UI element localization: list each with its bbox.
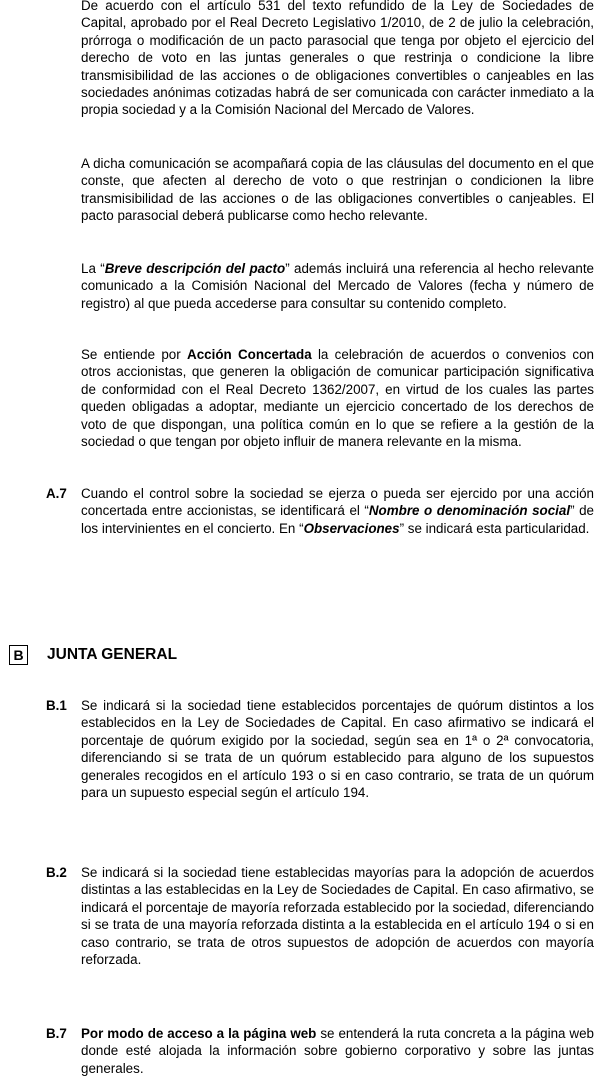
term-breve-descripcion: Breve descripción del pacto	[104, 261, 286, 276]
text-run: ” además incluirá una referencia al hecho relevante comunicado a la Comisión Nacional del Mercado de Valores (fecha y número de registro) al que pueda accederse para consultar su contenido completo.	[81, 261, 594, 311]
item-label-b1: B.1	[46, 698, 67, 713]
text-run: la celebración de acuerdos o convenios con otros accionistas, que generen la obligación de comunicar participación significativa de conformidad con el Real Decreto 1362/2007, en virtud de los cuales las partes queden obligadas a adoptar, mediante un ejercicio concertado de los derechos de voto de que dispongan, una política común en lo que se refiere a la gestión de la sociedad o que tengan por objeto influir de manera relevante en la misma.	[81, 347, 594, 450]
paragraph-pacto-parasocial: De acuerdo con el artículo 531 del texto refundido de la Ley de Sociedades de Capital, aprobado por el Real Decreto Legislativo 1/2010, de 2 de julio la celebración, prórroga o modificación de un pacto parasocial que tenga por objeto el ejercicio del derecho de voto en las juntas generales o que restrinja o condicione la libre transmisibilidad de las acciones o de obligaciones convertibles o canjeables en las sociedades anónimas cotizadas habrá de ser comunicada con carácter inmediato a la propia sociedad y a la Comisión Nacional del Mercado de Valores.	[81, 0, 594, 118]
paragraph-comunicacion: A dicha comunicación se acompañará copia de las cláusulas del documento en el que conste, que afecten al derecho de voto o que restrinjan o condicionen la libre transmisibilidad de las acciones o de las obligaciones convertibles o canjeables. El pacto parasocial deberá publicarse como hecho relevante.	[81, 156, 594, 224]
term-nombre-denominacion: Nombre o denominación social	[368, 503, 571, 519]
term-accion-concertada: Acción Concertada	[187, 347, 312, 362]
term-observaciones: Observaciones	[303, 520, 400, 536]
text-run: ” de los intervinientes en el concierto. En “	[81, 503, 594, 536]
section-letter-box: B	[9, 645, 28, 665]
item-label-a7: A.7	[46, 486, 67, 501]
text-run: La “	[81, 261, 105, 276]
paragraph-breve-descripcion	[81, 260, 594, 312]
item-text-b2: Se indicará si la sociedad tiene establecidas mayorías para la adopción de acuerdos distintas a las establecidas en la Ley de Sociedades de Capital. En caso afirmativo, se indicará el porcentaje de mayoría reforzada establecido por la sociedad, diferenciando si se trata de una mayoría reforzada distinta a la establecida en el artículo 194 o si en caso contrario, se trata de otros supuestos de adopción de acuerdos con mayoría reforzada.	[81, 865, 594, 968]
section-title: JUNTA GENERAL	[47, 646, 178, 663]
item-text-a7	[81, 485, 594, 537]
item-text-b1: Se indicará si la sociedad tiene establecidos porcentajes de quórum distintos a los establecidos en la Ley de Sociedades de Capital. En caso afirmativo se indicará el porcentaje de quórum exigido por la sociedad, según sea en 1ª o 2ª convocatoria, diferenciando si se trata de un quórum establecido para alguno de los supuestos generales recogidos en el artículo 193 o si en caso contrario, se trata de un quórum para un supuesto especial según el artículo 194.	[81, 698, 594, 801]
text-run: se entenderá la ruta concreta a la página web donde esté alojada la información sobre gobierno corporativo y sobre las juntas generales.	[81, 1026, 595, 1076]
item-label-b7: B.7	[46, 1026, 67, 1041]
item-label-b2: B.2	[46, 865, 67, 880]
text-run: ” se indicará esta particularidad.	[399, 520, 590, 536]
paragraph-accion-concertada	[81, 346, 594, 450]
item-text-b7	[81, 1025, 594, 1077]
text-run: Se entiende por	[81, 347, 188, 362]
term-modo-acceso: Por modo de acceso a la página web	[81, 1026, 317, 1041]
text-run: Cuando el control sobre la sociedad se ejerza o pueda ser ejercido por una acción concertada entre accionistas, se identificará el “	[81, 486, 594, 519]
